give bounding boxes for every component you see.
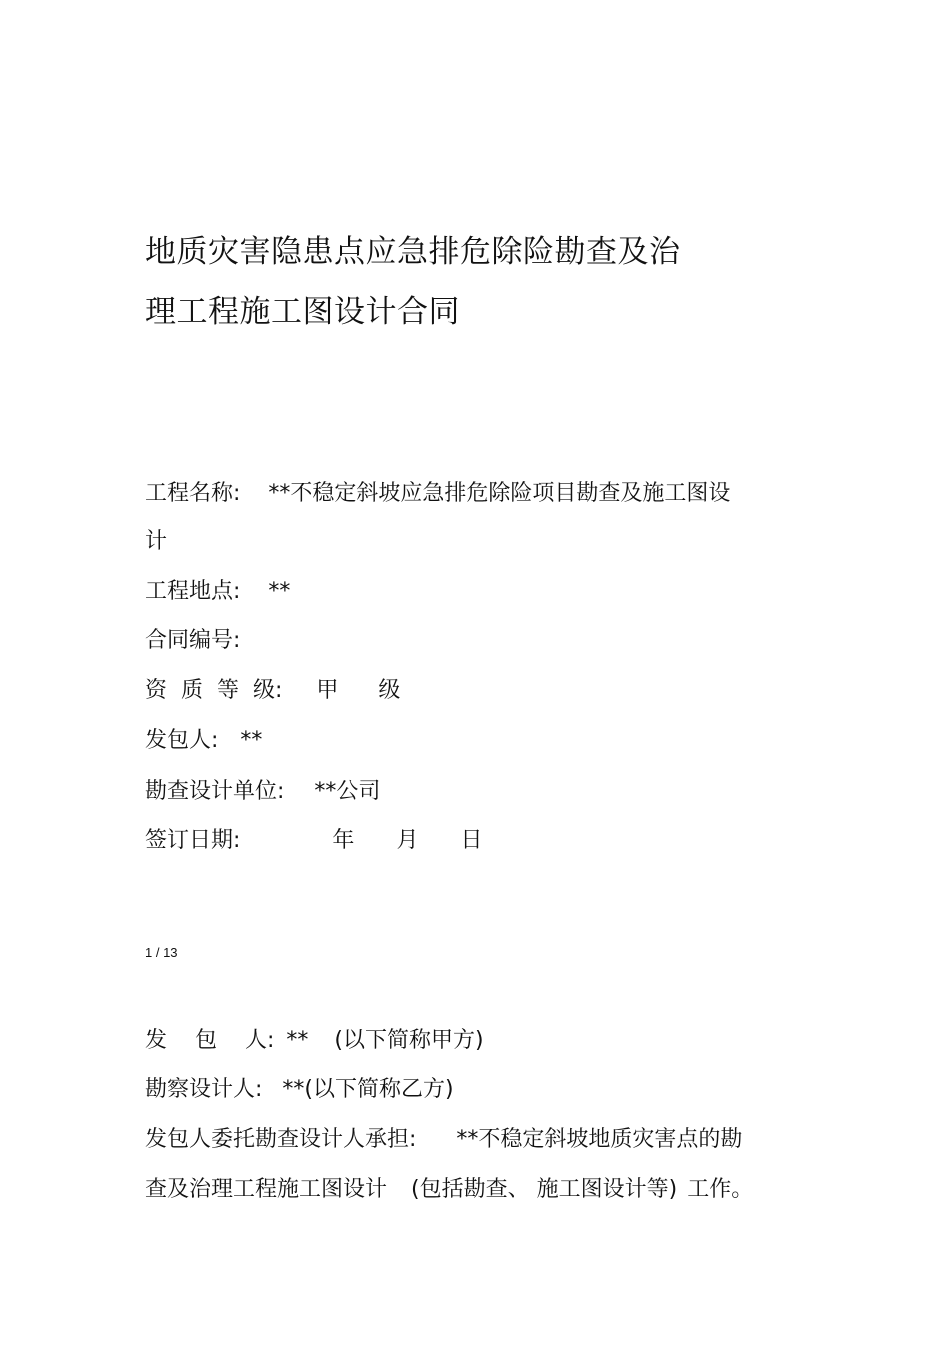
party-a-note: (以下简称甲方): [334, 1028, 484, 1053]
sign-date-label: 签订日期:: [145, 828, 241, 853]
design-unit-row: [145, 777, 380, 807]
party-a-row: [145, 1026, 484, 1056]
contract-number-row: [145, 626, 240, 656]
paragraph-line-1-a: 发包人委托勘查设计人承担:: [145, 1127, 417, 1152]
sign-month: 月: [396, 828, 419, 853]
paragraph-line-1: [145, 1125, 742, 1155]
contract-number-label: 合同编号:: [145, 628, 241, 653]
qualification-label: 资 质 等 级:: [145, 678, 283, 703]
paragraph-line-1-b: **不稳定斜坡地质灾害点的勘: [456, 1127, 743, 1152]
project-name-label: 工程名称:: [145, 481, 241, 506]
party-a-value: **: [286, 1028, 309, 1053]
qualification-value-1: 甲: [316, 678, 339, 703]
design-unit-value: **公司: [314, 779, 381, 804]
qualification-value-2: 级: [378, 678, 401, 703]
paragraph-line-2-b: (包括勘查、 施工图设计等): [411, 1177, 678, 1202]
paragraph-line-2-a: 查及治理工程施工图设计: [145, 1177, 388, 1202]
page-number: 1 / 13: [145, 945, 178, 960]
title-line-1: 地质灾害隐患点应急排危除险勘查及治: [145, 234, 681, 270]
sign-year: 年: [332, 828, 355, 853]
contract-title: [145, 222, 681, 342]
employer-value: **: [240, 728, 263, 753]
title-line-2: 理工程施工图设计合同: [145, 294, 460, 330]
party-b-label: 勘察设计人:: [145, 1077, 263, 1102]
party-b-value: **(以下简称乙方): [282, 1077, 454, 1102]
party-a-label: 发 包 人:: [145, 1028, 275, 1053]
project-name-continuation: 计: [145, 529, 168, 554]
paragraph-line-2-c: 工作。: [687, 1177, 754, 1202]
employer-row: [145, 726, 262, 756]
paragraph-line-2: [145, 1175, 753, 1205]
project-name-value: **不稳定斜坡应急排危除险项目勘查及施工图设: [268, 481, 731, 506]
employer-label: 发包人:: [145, 728, 219, 753]
project-name-row: [145, 479, 730, 509]
party-b-row: [145, 1075, 454, 1105]
sign-date-row: [145, 826, 482, 856]
location-value: **: [268, 579, 291, 604]
qualification-row: [145, 676, 400, 706]
location-label: 工程地点:: [145, 579, 241, 604]
sign-day: 日: [460, 828, 483, 853]
location-row: [145, 577, 290, 607]
design-unit-label: 勘查设计单位:: [145, 779, 285, 804]
